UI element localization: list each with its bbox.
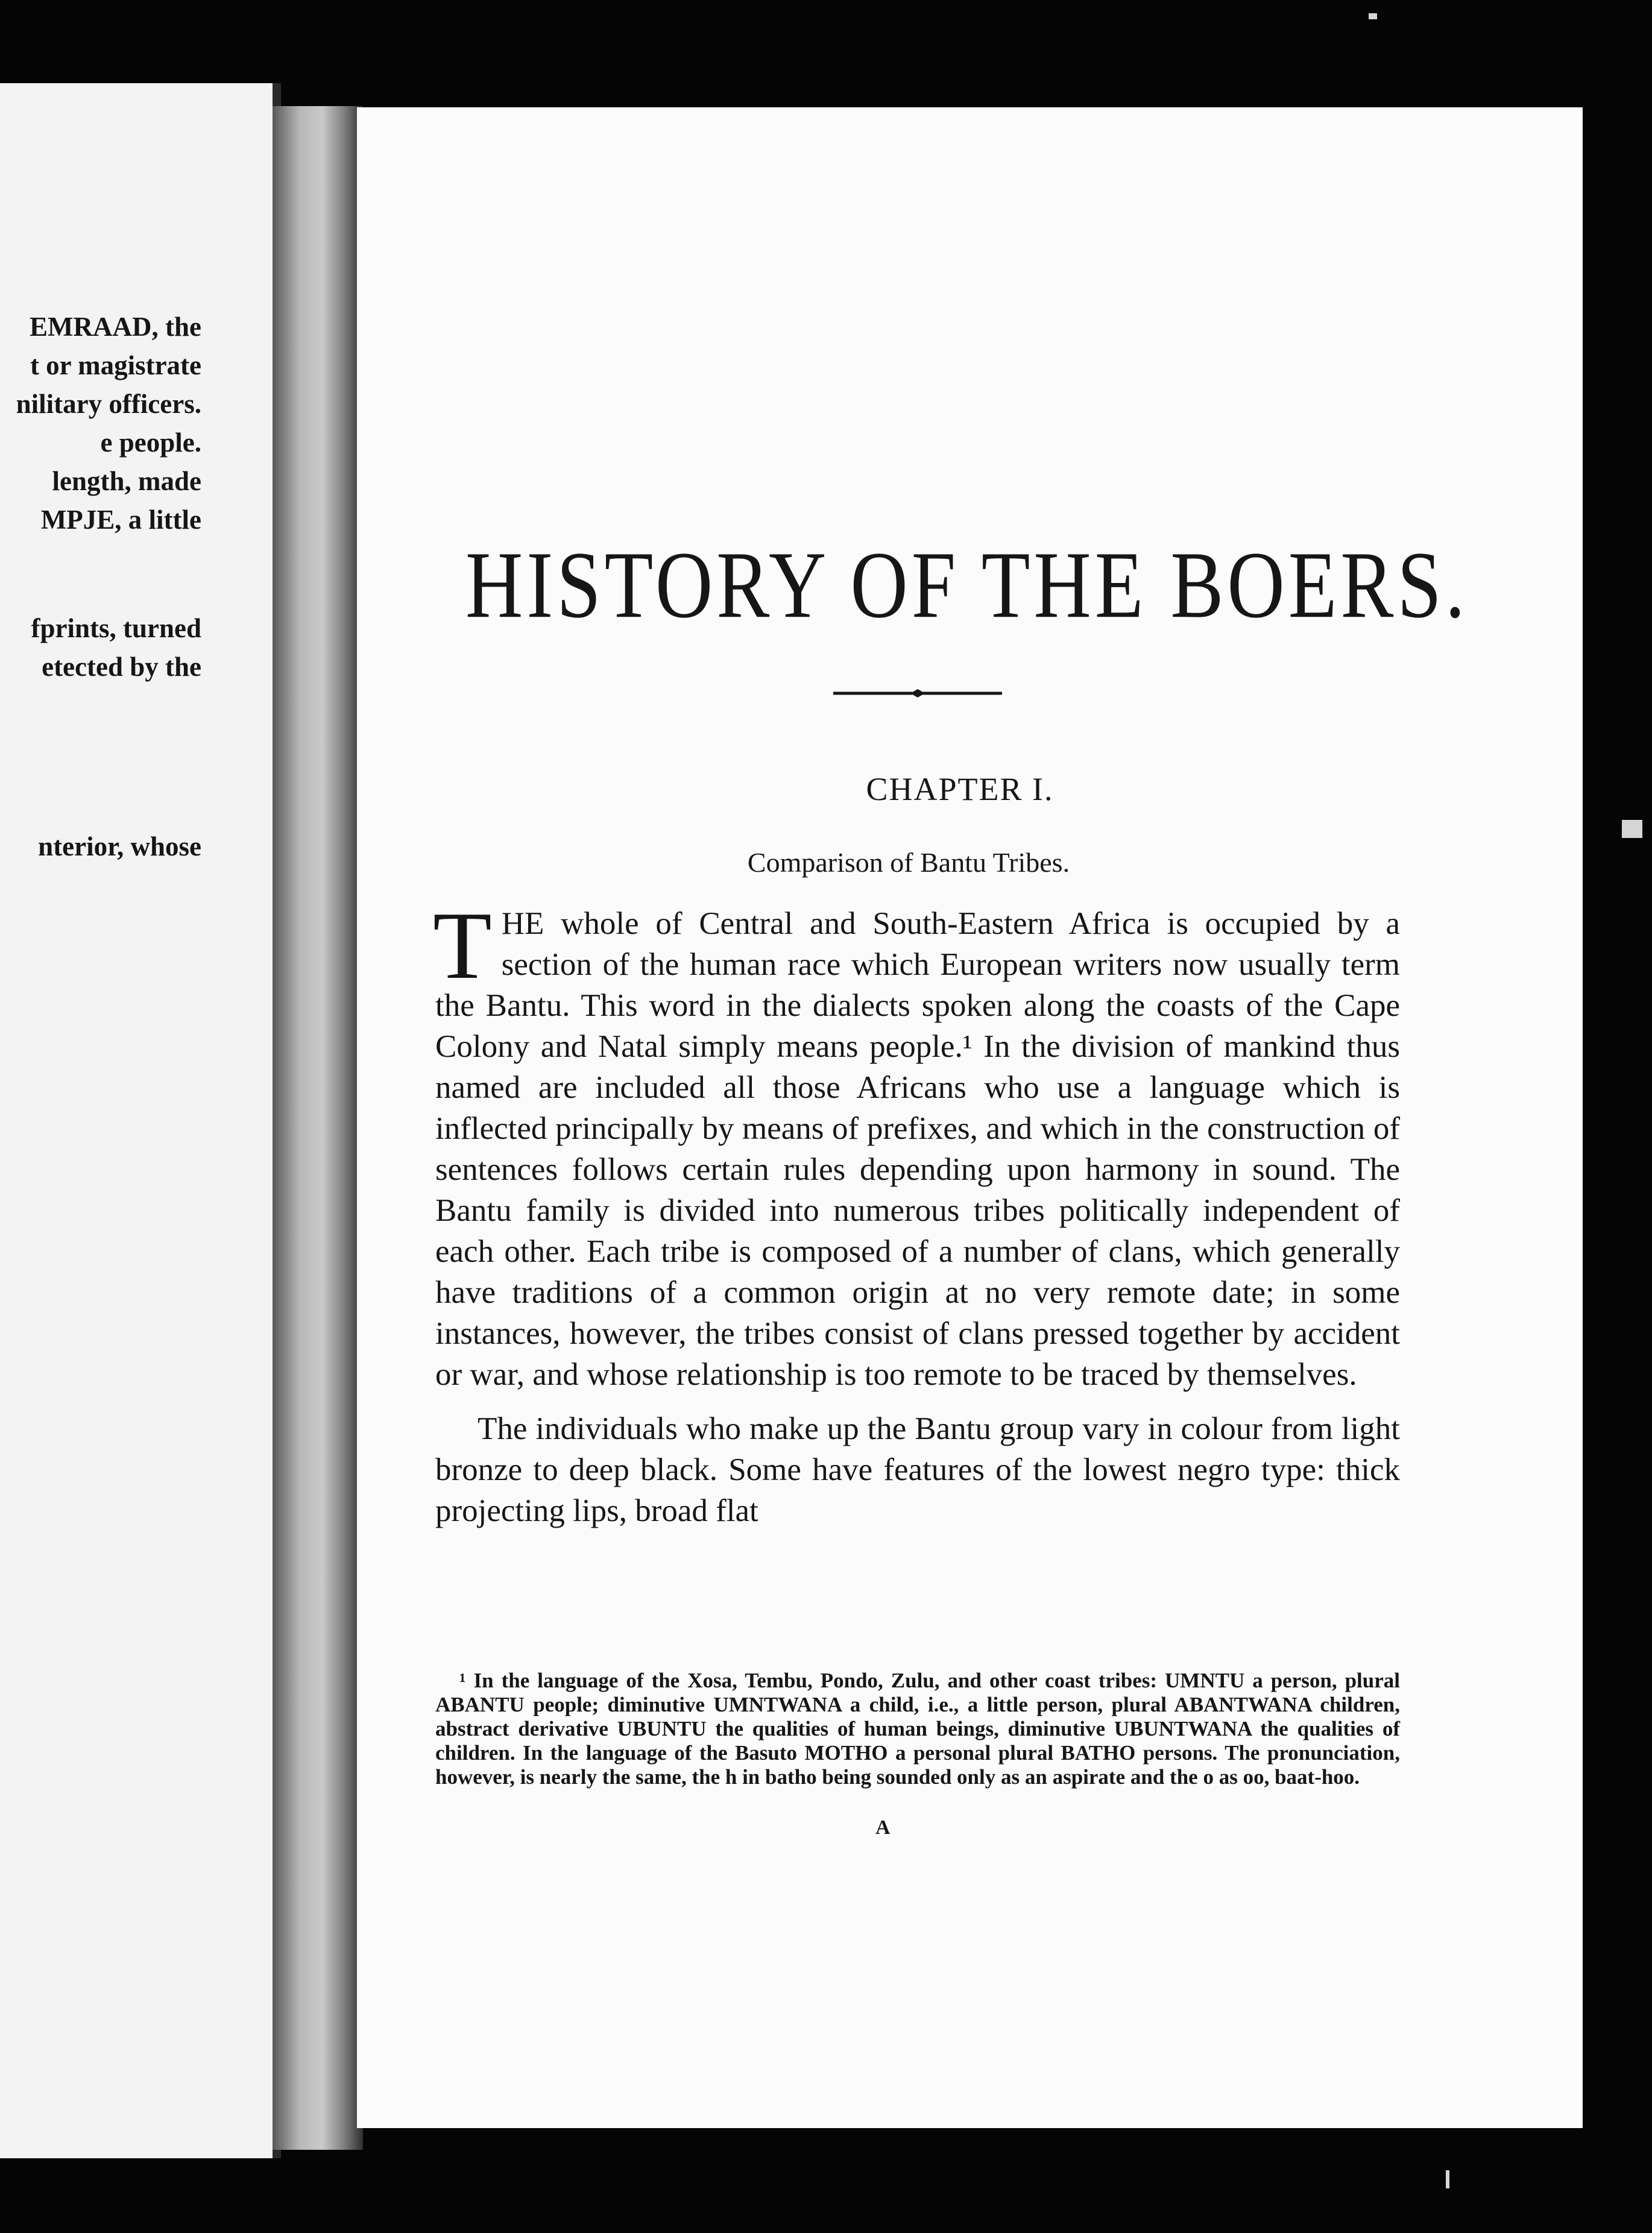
left-page-line: e people. bbox=[100, 427, 201, 458]
left-page-line: EMRAAD, the bbox=[30, 312, 201, 342]
scan-speck bbox=[1369, 13, 1377, 19]
left-page-line: nilitary officers. bbox=[16, 389, 201, 419]
book-gutter-shadow bbox=[273, 106, 363, 2150]
chapter-body bbox=[433, 892, 1400, 1531]
scan-speck bbox=[1622, 820, 1642, 838]
paragraph-text: HE whole of Central and South-Eastern Africa is occupied by a section of the human race which European writers now usually term the Bantu. This word in the dialects spoken along the coasts of the Cape Colony and Natal simply means people.¹ In the division of mankind thus named are included all those Africans who use a language which is inflected principally by means of prefixes, and which in the construction of sentences follows certain rules depending upon harmony in sound. The Bantu family is divided into numerous tribes politically independent of each other. Each tribe is composed of a number of clans, which generally have traditions of a common origin at no very remote date; in some instances, however, the tribes consist of clans pressed together by accident or war, and whose relationship is too remote to be traced by themselves. bbox=[435, 906, 1400, 1392]
footnote bbox=[435, 1669, 1400, 1789]
left-page-line: fprints, turned bbox=[31, 613, 201, 643]
left-page-line: etected by the bbox=[42, 652, 201, 682]
chapter-subtitle: Comparison of Bantu Tribes. bbox=[747, 847, 1070, 878]
drop-cap: T bbox=[433, 892, 492, 999]
signature-mark: A bbox=[875, 1816, 891, 1839]
left-page-line: MPJE, a little bbox=[40, 505, 201, 535]
book-page-right bbox=[357, 107, 1583, 2128]
paragraph bbox=[433, 892, 1400, 1395]
page-title: HISTORY OF THE BOERS. bbox=[465, 531, 1469, 638]
title-rule-ornament bbox=[833, 687, 1002, 699]
left-page-line: t or magistrate bbox=[30, 350, 201, 380]
chapter-heading: CHAPTER I. bbox=[866, 771, 1054, 807]
paragraph: The individuals who make up the Bantu group vary in colour from light bronze to deep black. Some have features of the lowest negro type: thick projecting lips, broad flat bbox=[435, 1411, 1400, 1528]
left-page-line: length, made bbox=[52, 466, 201, 496]
footnote-text: ¹ In the language of the Xosa, Tembu, Pondo, Zulu, and other coast tribes: UMNTU a person, plural ABANTU people; diminutive UMNTWANA a child, i.e., a little person, plural ABANTWANA children, abstract derivative UBUNTU the qualities of human beings, diminutive UBUNTWANA the qualities of children. In the language of the Basuto MOTHO a personal plural BATHO persons. The pronunciation, however, is nearly the same, the h in batho being sounded only as an aspirate and the o as oo, baat-hoo. bbox=[435, 1669, 1400, 1789]
left-page-line: nterior, whose bbox=[38, 831, 201, 861]
scan-speck bbox=[1446, 2170, 1449, 2188]
facing-page-left bbox=[0, 83, 281, 2158]
